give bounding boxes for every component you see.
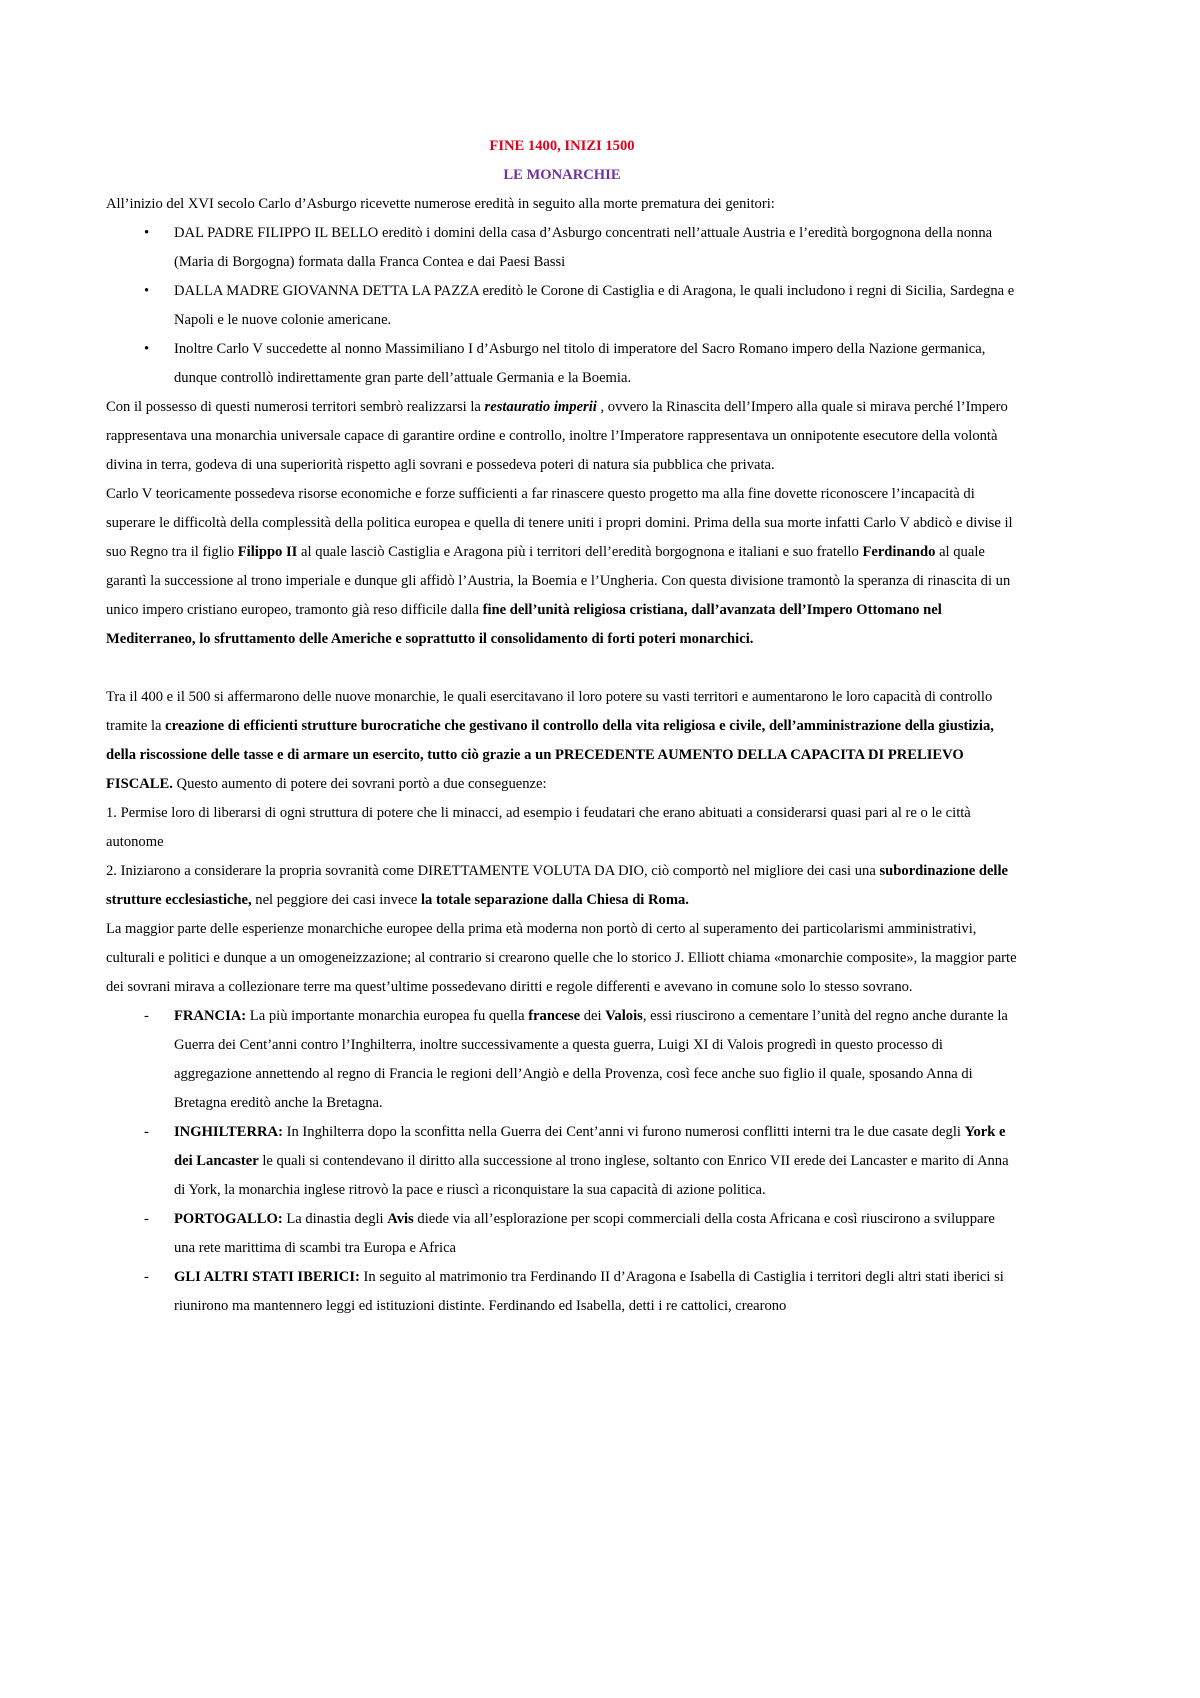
composite-monarchies-paragraph: La maggior parte delle esperienze monarchiche europee della prima età moderna non portò di certo al superamento dei particolarismi amministrativi, culturali e politici e dunque a un omogeneizzazione; al contrario si crearono quelle che lo storico J. Elliott chiama «monarchie composite», la maggior parte dei sovrani mirava a collezionare terre ma quest’ultime possedevano diritti e regole differenti e avevano in comune solo lo stesso sovrano.	[106, 921, 1017, 995]
monarchies-list	[106, 1002, 1018, 1321]
list-item: • Inoltre Carlo V succedette al nonno Massimiliano I d’Asburgo nel titolo di imperatore del Sacro Romano impero della Nazione germanica, dunque controllò indirettamente gran parte dell’attuale Germania e la Boemia.	[106, 335, 1018, 393]
list-item: • DALLA MADRE GIOVANNA DETTA LA PAZZA ereditò le Corone di Castiglia e di Aragona, le quali includono i regni di Sicilia, Sardegna e Napoli e le nuove colonie americane.	[106, 277, 1018, 335]
intro-paragraph: All’inizio del XVI secolo Carlo d’Asburgo ricevette numerose eredità in seguito alla morte prematura dei genitori:	[106, 196, 775, 212]
consequence-1: 1. Permise loro di liberarsi di ogni struttura di potere che li minacci, ad esempio i feudatari che erano abituati a considerarsi quasi pari al re o le città autonome	[106, 805, 971, 850]
list-item-portogallo: - PORTOGALLO: La dinastia degli Avis diede via all’esplorazione per scopi commerciali della costa Africana e così riuscirono a sviluppare una rete marittima di scambi tra Europa e Africa	[106, 1205, 1018, 1263]
consequence-2: 2. Iniziarono a considerare la propria sovranità come DIRETTAMENTE VOLUTA DA DIO, ciò comportò nel migliore dei casi una subordinazione delle strutture ecclesiastiche, nel peggiore dei casi invece la totale separazione dalla Chiesa di Roma.	[106, 863, 1009, 908]
document-body	[106, 132, 1018, 1321]
page-title: FINE 1400, INIZI 1500	[489, 138, 635, 154]
inheritance-list	[106, 219, 1018, 393]
list-item-francia: - FRANCIA: La più importante monarchia europea fu quella francese dei Valois, essi riuscirono a cementare l’unità del regno anche durante la Guerra dei Cent’anni contro l’Inghilterra, inoltre successivamente a questa guerra, Luigi XI di Valois progredì in questo processo di aggregazione annettendo al regno di Francia le regioni dell’Angiò e della Provenza, così fece anche suo figlio il quale, sposando Anna di Bretagna ereditò anche la Bretagna.	[106, 1002, 1018, 1118]
list-item: • DAL PADRE FILIPPO IL BELLO ereditò i domini della casa d’Asburgo concentrati nell’attuale Austria e l’eredità borgognona della nonna (Maria di Borgogna) formata dalla Franca Contea e dai Paesi Bassi	[106, 219, 1018, 277]
paragraph-spacer	[106, 654, 1018, 683]
new-monarchies-paragraph: Tra il 400 e il 500 si affermarono delle nuove monarchie, le quali esercitavano il loro potere su vasti territori e aumentarono le loro capacità di controllo tramite la creazione di efficienti strutture burocratiche che gestivano il controllo della vita religiosa e civile, dell’amministrazione della giustizia, della riscossione delle tasse e di armare un esercito, tutto ciò grazie a un PRECEDENTE AUMENTO DELLA CAPACITA DI PRELIEVO FISCALE. Questo aumento di potere dei sovrani portò a due conseguenze:	[106, 689, 994, 792]
list-item-iberici: - GLI ALTRI STATI IBERICI: In seguito al matrimonio tra Ferdinando II d’Aragona e Isabella di Castiglia i territori degli altri stati iberici si riunirono ma mantennero leggi ed istituzioni distinte. Ferdinando ed Isabella, detti i re cattolici, crearono	[106, 1263, 1018, 1321]
list-item-inghilterra: - INGHILTERRA: In Inghilterra dopo la sconfitta nella Guerra dei Cent’anni vi furono numerosi conflitti interni tra le due casate degli York e dei Lancaster le quali si contendevano il diritto alla successione al trono inglese, soltanto con Enrico VII erede dei Lancaster e marito di Anna di York, la monarchia inglese ritrovò la pace e riuscì a riconquistare la sua capacità di azione politica.	[106, 1118, 1018, 1205]
abdication-paragraph: Carlo V teoricamente possedeva risorse economiche e forze sufficienti a far rinascere questo progetto ma alla fine dovette riconoscere l’incapacità di superare le difficoltà della complessità della politica europea e quella di tenere uniti i propri domini. Prima della sua morte infatti Carlo V abdicò e divise il suo Regno tra il figlio Filippo II al quale lasciò Castiglia e Aragona più i territori dell’eredità borgognona e italiani e suo fratello Ferdinando al quale garantì la successione al trono imperiale e dunque gli affidò l’Austria, la Boemia e l’Ungheria. Con questa divisione tramontò la speranza di rinascita di un unico impero cristiano europeo, tramonto già reso difficile dalla fine dell’unità religiosa cristiana, dall’avanzata dell’Impero Ottomano nel Mediterraneo, lo sfruttamento delle Americhe e soprattutto il consolidamento di forti poteri monarchici.	[106, 486, 1013, 647]
restauratio-paragraph: Con il possesso di questi numerosi territori sembrò realizzarsi la restauratio imperii , ovvero la Rinascita dell’Impero alla quale si mirava perché l’Impero rappresentava una monarchia universale capace di garantire ordine e controllo, inoltre l’Imperatore rappresentava un onnipotente esecutore della volontà divina in terra, godeva di una superiorità rispetto agli sovrani e possedeva poteri di natura sia pubblica che privata.	[106, 399, 1008, 473]
page-subtitle: LE MONARCHIE	[503, 167, 621, 183]
